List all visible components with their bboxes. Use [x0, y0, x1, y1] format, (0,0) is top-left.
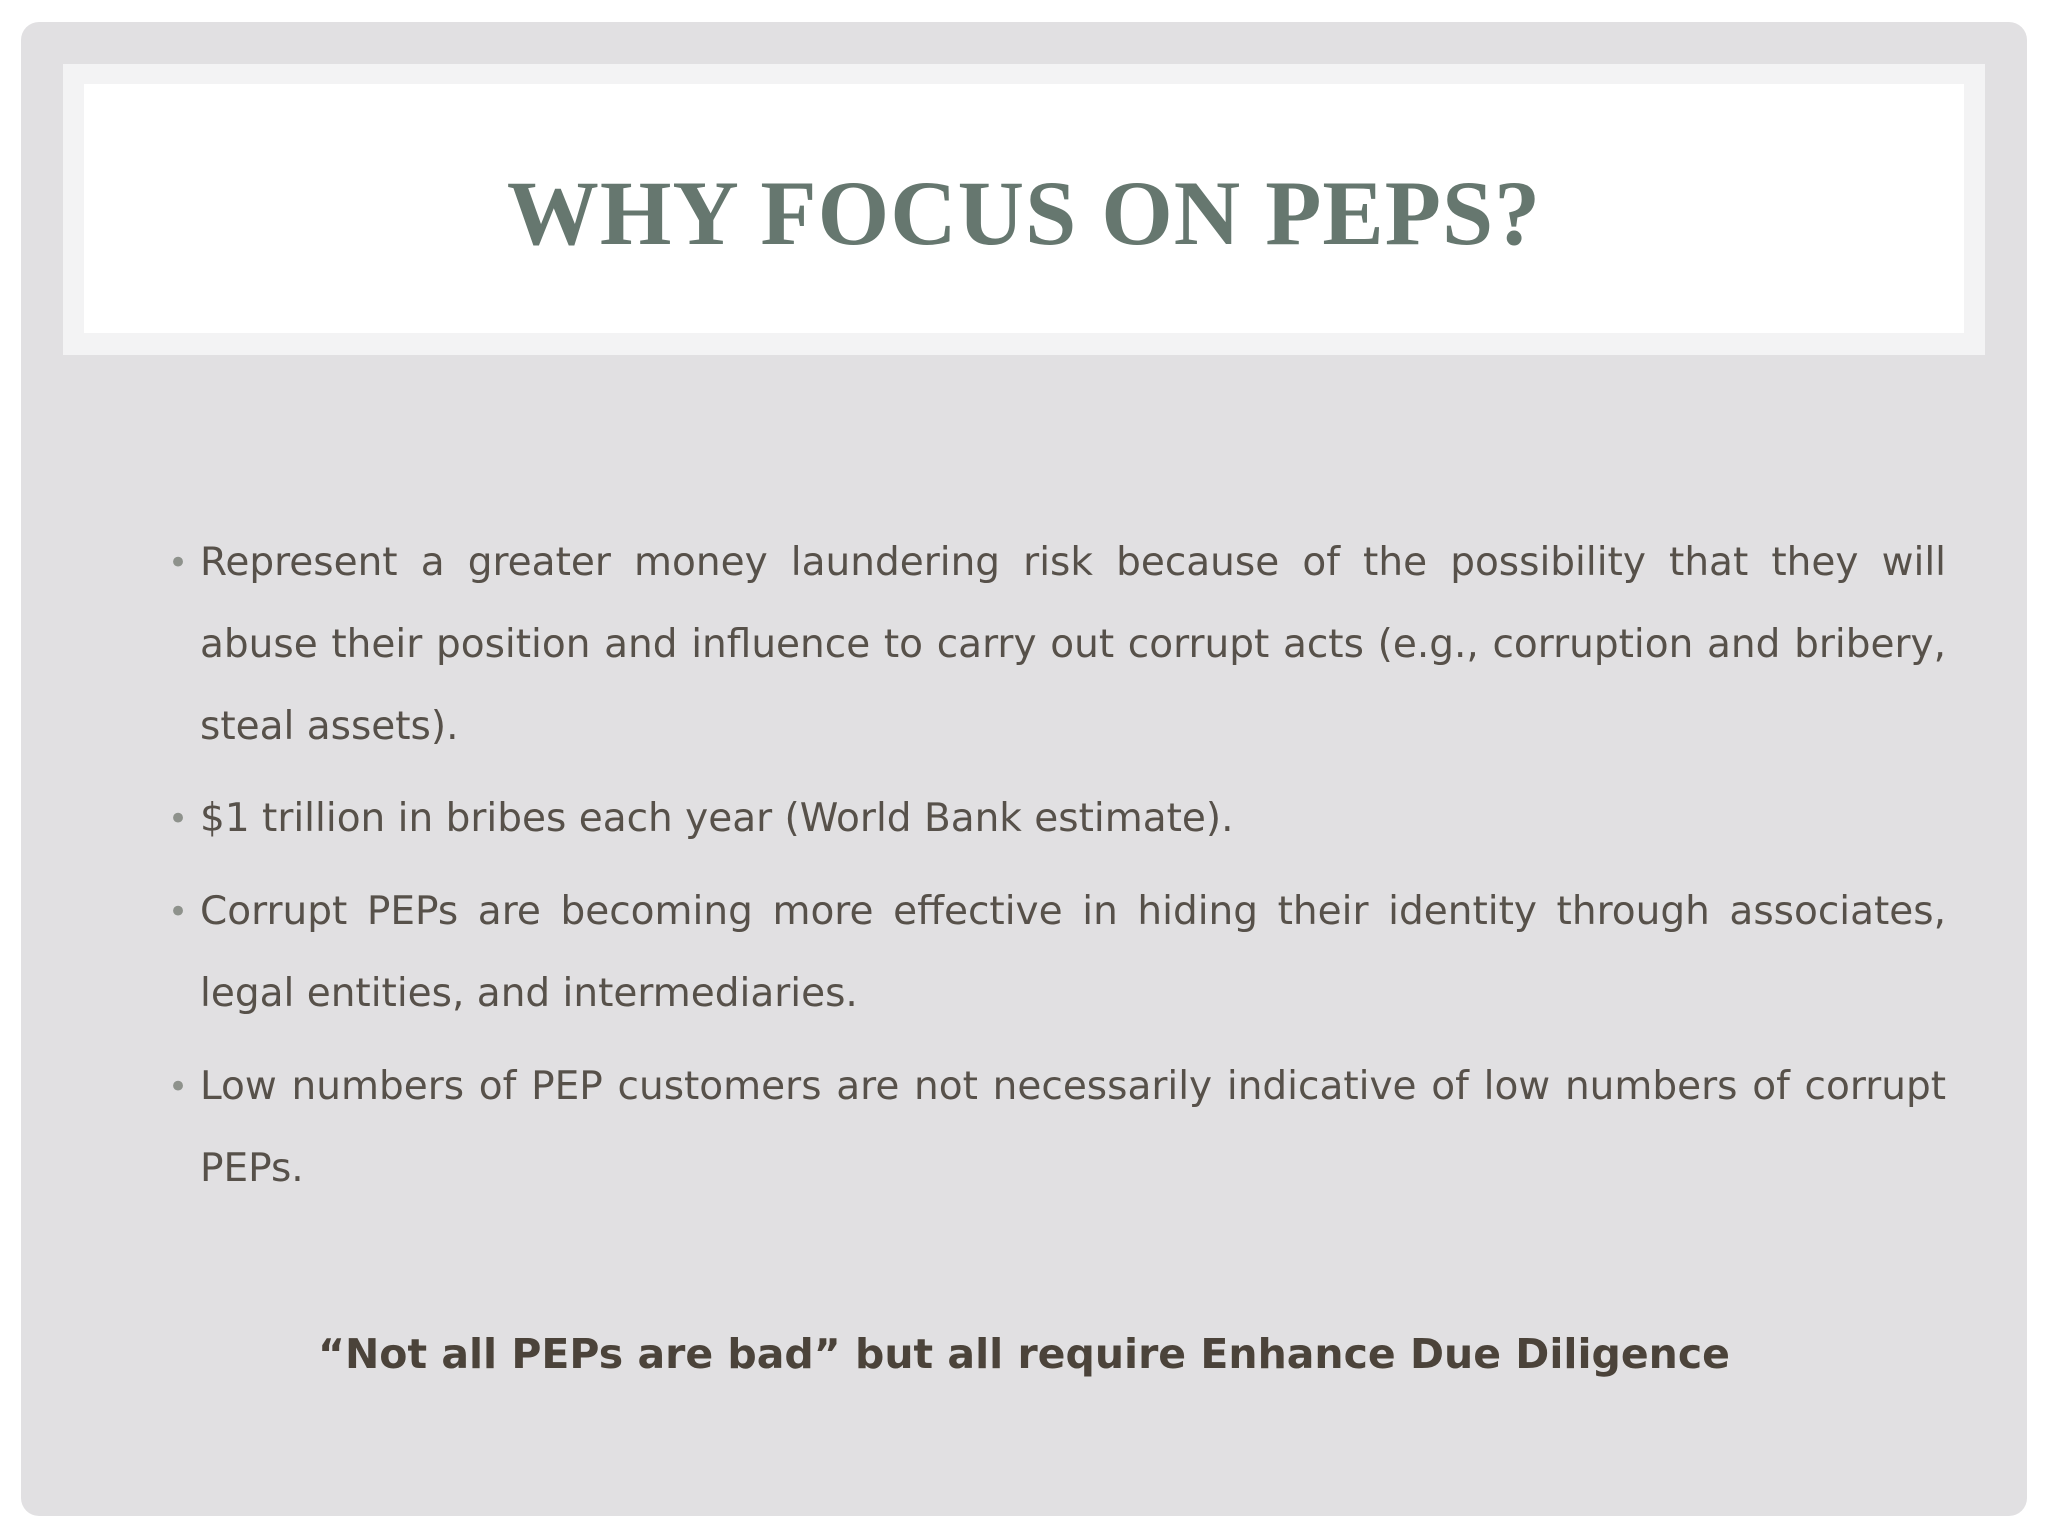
bullet-marker: •: [168, 543, 189, 583]
bullet-list: [21, 22, 2027, 1516]
bullet-text: Low numbers of PEP customers are not necessarily indicative of low numbers of corrupt PEPs.: [200, 1064, 1946, 1191]
bullet-item: [168, 871, 1946, 1035]
bullet-item: [168, 1046, 1946, 1210]
bullet-marker: •: [168, 1067, 189, 1107]
bullet-text: Corrupt PEPs are becoming more effective in hiding their identity through associates, legal entities, and intermediaries.: [200, 889, 1946, 1016]
slide-title: WHY FOCUS ON PEPS?: [506, 161, 1542, 264]
bullet-item: [168, 522, 1946, 768]
bullet-item: [168, 778, 1946, 860]
bullet-marker: •: [168, 799, 189, 839]
callout-text: “Not all PEPs are bad” but all require Enhance Due Diligence: [318, 1330, 1730, 1378]
bullet-text: Represent a greater money laundering risk because of the possibility that they will abuse their position and influence to carry out corrupt acts (e.g., corruption and bribery, steal assets).: [200, 540, 1946, 749]
slide: [21, 22, 2027, 1516]
bullet-text: $1 trillion in bribes each year (World Bank estimate).: [200, 796, 1234, 841]
bullet-marker: •: [168, 892, 189, 932]
